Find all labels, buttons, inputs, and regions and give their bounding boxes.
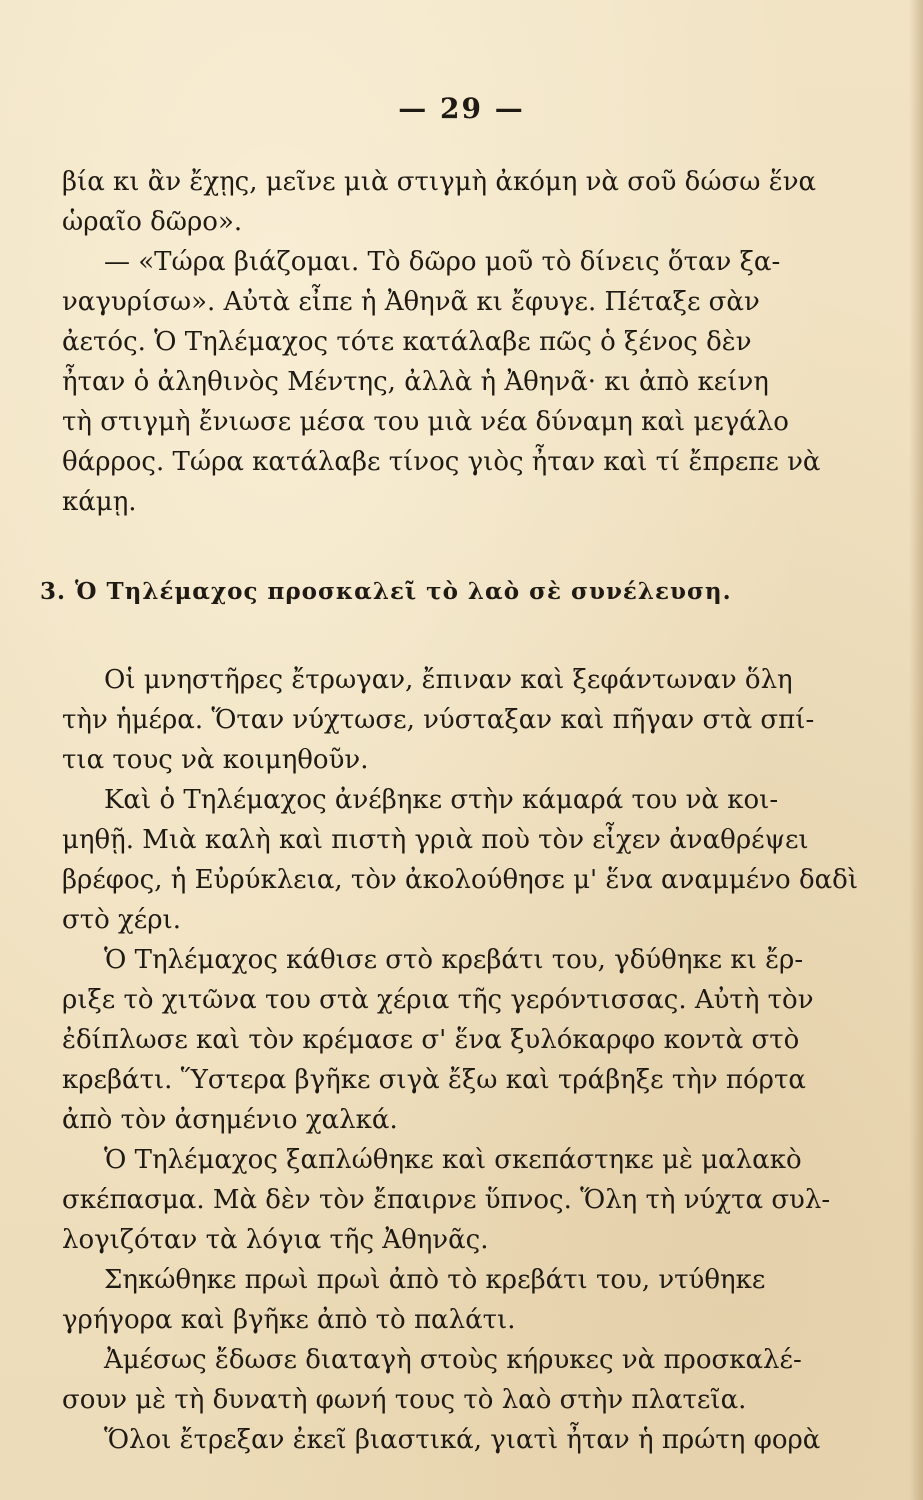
text-line: τὴ στιγμὴ ἔνιωσε μέσα του μιὰ νέα δύναμη καὶ μεγάλο bbox=[62, 407, 789, 437]
text-line: Ἀμέσως ἔδωσε διαταγὴ στοὺς κήρυκες νὰ προσκαλέ- bbox=[104, 1345, 802, 1375]
text-line: ἀπὸ τὸν ἀσημένιο χαλκά. bbox=[62, 1105, 398, 1135]
text-line: ριξε τὸ χιτῶνα του στὰ χέρια τῆς γερόντισσας. Αὐτὴ τὸν bbox=[62, 985, 814, 1015]
text-line: τια τους νὰ κοιμηθοῦν. bbox=[62, 745, 369, 775]
text-line: Σηκώθηκε πρωὶ πρωὶ ἀπὸ τὸ κρεβάτι του, ντύθηκε bbox=[104, 1265, 766, 1295]
text-line: λογιζόταν τὰ λόγια τῆς Ἀθηνᾶς. bbox=[62, 1225, 489, 1255]
text-line: Καὶ ὁ Τηλέμαχος ἀνέβηκε στὴν κάμαρά του νὰ κοι- bbox=[104, 785, 779, 815]
text-line: Ὁ Τηλέμαχος ξαπλώθηκε καὶ σκεπάστηκε μὲ μαλακὸ bbox=[104, 1145, 802, 1175]
page-edge-shadow bbox=[909, 0, 923, 1500]
text-line: μηθῇ. Μιὰ καλὴ καὶ πιστὴ γριὰ ποὺ τὸν εἶχεν ἀναθρέψει bbox=[62, 825, 809, 855]
text-line: — «Τώρα βιάζομαι. Τὸ δῶρο μοῦ τὸ δίνεις ὅταν ξα- bbox=[104, 247, 781, 277]
text-line: στὸ χέρι. bbox=[62, 905, 182, 935]
page-number: — 29 — bbox=[398, 92, 525, 125]
text-line: θάρρος. Τώρα κατάλαβε τίνος γιὸς ἦταν καὶ τί ἔπρεπε νὰ bbox=[62, 447, 821, 477]
text-line: ἦταν ὁ ἀληθινὸς Μέντης, ἀλλὰ ἡ Ἀθηνᾶ· κι ἀπὸ κείνη bbox=[62, 367, 769, 397]
text-line: ἐδίπλωσε καὶ τὸν κρέμασε σ' ἕνα ξυλόκαρφο κοντὰ στὸ bbox=[62, 1025, 800, 1055]
text-line: κρεβάτι. Ὕστερα βγῆκε σιγὰ ἔξω καὶ τράβηξε τὴν πόρτα bbox=[62, 1065, 806, 1095]
text-line: βία κι ἂν ἔχῃς, μεῖνε μιὰ στιγμὴ ἀκόμη νὰ σοῦ δώσω ἕνα bbox=[62, 167, 817, 197]
text-line: βρέφος, ἡ Εὐρύκλεια, τὸν ἀκολούθησε μ' ἕνα αναμμένο δαδὶ bbox=[62, 865, 859, 895]
text-line: κάμῃ. bbox=[62, 487, 137, 517]
text-line: Οἱ μνηστῆρες ἔτρωγαν, ἔπιναν καὶ ξεφάντωναν ὅλη bbox=[104, 665, 793, 695]
text-line: γρήγορα καὶ βγῆκε ἀπὸ τὸ παλάτι. bbox=[62, 1305, 516, 1335]
text-line: Ὅλοι ἔτρεξαν ἐκεῖ βιαστικά, γιατὶ ἦταν ἡ πρώτη φορὰ bbox=[104, 1425, 821, 1455]
text-line: ὡραῖο δῶρο». bbox=[62, 207, 243, 237]
text-line: ἀετός. Ὁ Τηλέμαχος τότε κατάλαβε πῶς ὁ ξένος δὲν bbox=[62, 327, 752, 357]
text-line: ναγυρίσω». Αὐτὰ εἶπε ἡ Ἀθηνᾶ κι ἔφυγε. Πέταξε σὰν bbox=[62, 287, 760, 317]
text-line: τὴν ἡμέρα. Ὅταν νύχτωσε, νύσταξαν καὶ πῆγαν στὰ σπί- bbox=[62, 705, 815, 735]
text-line: σουν μὲ τὴ δυνατὴ φωνή τους τὸ λαὸ στὴν πλατεῖα. bbox=[62, 1385, 747, 1415]
text-line: σκέπασμα. Μὰ δὲν τὸν ἔπαιρνε ὕπνος. Ὅλη τὴ νύχτα συλ- bbox=[62, 1185, 831, 1215]
section-heading: 3. Ὁ Τηλέμαχος προσκαλεῖ τὸ λαὸ σὲ συνέλευση. bbox=[40, 578, 732, 605]
text-line: Ὁ Τηλέμαχος κάθισε στὸ κρεβάτι του, γδύθηκε κι ἔρ- bbox=[104, 945, 804, 975]
